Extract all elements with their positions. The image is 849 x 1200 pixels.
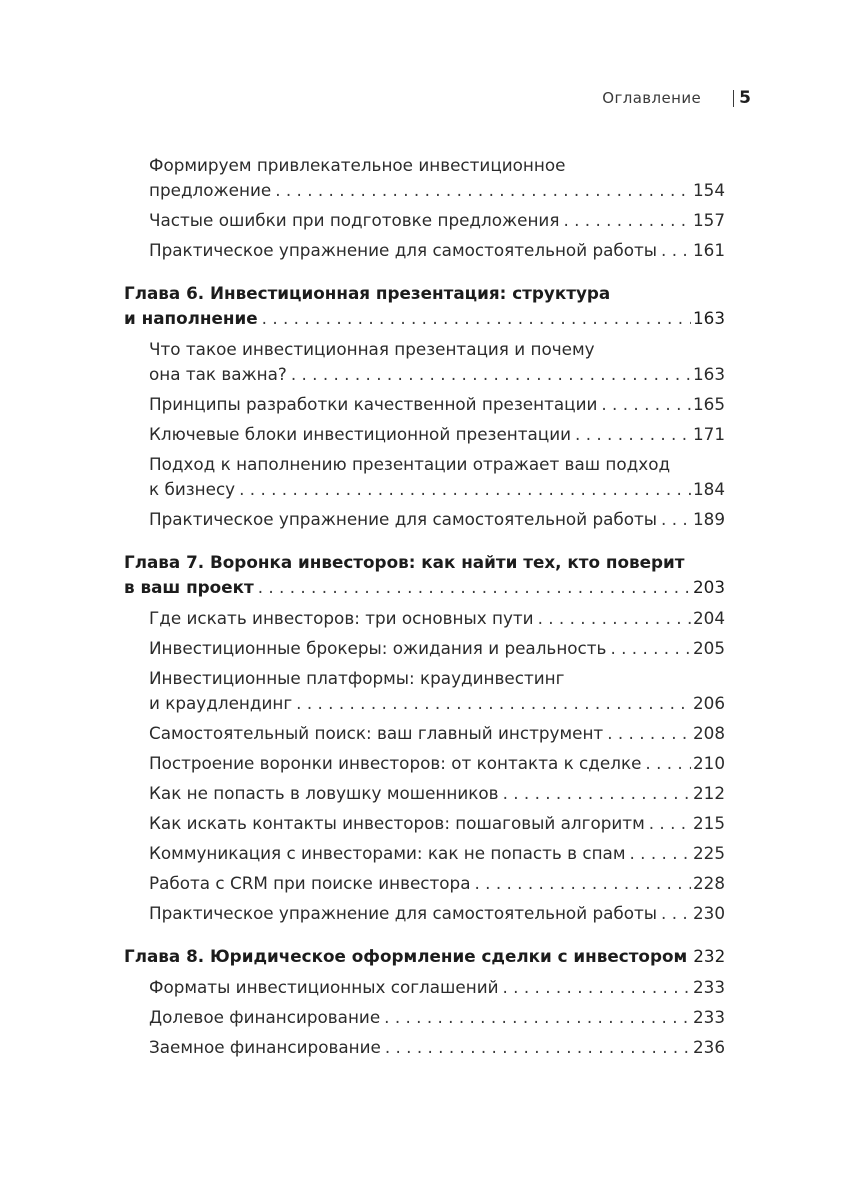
toc-entry-title-line: Форматы инвестиционных соглашений [149, 977, 499, 997]
toc-entry-title-line: в ваш проект [124, 577, 254, 597]
toc-page-number: 236 [692, 1037, 725, 1057]
toc-entry-row [124, 306, 725, 331]
toc-page-number: 228 [692, 873, 725, 893]
dot-leader [649, 811, 691, 836]
toc-entry-title-line: она так важна? [149, 364, 287, 384]
toc-section-entry [149, 871, 725, 896]
toc-entry-title-line: Глава 7. Воронка инвесторов: как найти тех, кто поверит [124, 552, 685, 572]
dot-leader [291, 362, 691, 387]
dot-leader [610, 636, 691, 661]
toc-entry-title-line: Подход к наполнению презентации отражает ваш подход [149, 454, 671, 474]
dot-leader [607, 721, 691, 746]
dot-leader [384, 1005, 691, 1030]
toc-page-number: 215 [692, 813, 725, 833]
toc-entry-title-line: Практическое упражнение для самостоятельной работы [149, 509, 658, 529]
toc-chapter-entry [124, 281, 725, 331]
toc-entry-row [149, 507, 725, 532]
toc-page-number: 203 [692, 577, 725, 597]
toc-entry-row [149, 392, 725, 417]
running-header-title: Оглавление [602, 89, 702, 107]
dot-leader [475, 871, 691, 896]
toc-page-number: 184 [692, 479, 725, 499]
toc-entry-row [149, 781, 725, 806]
toc-entry-title-line: Заемное финансирование [149, 1037, 381, 1057]
toc-page-number: 205 [692, 638, 725, 658]
dot-leader [262, 306, 691, 331]
toc-page-number: 230 [692, 903, 725, 923]
toc-page-number: 206 [692, 693, 725, 713]
dot-leader [538, 606, 691, 631]
toc-entry-title-line: Коммуникация с инвесторами: как не попасть в спам [149, 843, 626, 863]
dot-leader [661, 238, 691, 263]
toc-page-number: 208 [692, 723, 725, 743]
toc-entry-row [149, 422, 725, 447]
toc-entry-row [149, 362, 725, 387]
toc-section-entry [149, 337, 725, 387]
dot-leader [645, 751, 691, 776]
toc-entry-title-line: Самостоятельный поиск: ваш главный инструмент [149, 723, 604, 743]
toc-entry-title-line: и краудлендинг [149, 693, 293, 713]
toc-section-entry [149, 841, 725, 866]
toc-chapter-entry [124, 944, 725, 969]
toc-section-entry [149, 208, 725, 233]
toc-entry-title-line: Инвестиционные брокеры: ожидания и реальность [149, 638, 607, 658]
toc-entry-title-line: Инвестиционные платформы: краудинвестинг [149, 668, 565, 688]
toc-page-number: 189 [692, 509, 725, 529]
toc-page-number: 212 [692, 783, 725, 803]
dot-leader [258, 575, 691, 600]
dot-leader [575, 422, 691, 447]
toc-entry-title-line: Построение воронки инвесторов: от контакта к сделке [149, 753, 642, 773]
toc-entry-row [149, 238, 725, 263]
toc-entry-row [149, 841, 725, 866]
toc-page-number: 233 [692, 1007, 725, 1027]
dot-leader [661, 901, 691, 926]
toc-page-number: 204 [692, 608, 725, 628]
dot-leader [661, 507, 691, 532]
toc-entry-title-line: Глава 8. Юридическое оформление сделки с инвестором [124, 946, 688, 966]
toc-entry-row [149, 691, 725, 716]
toc-entry-title-line: предложение [149, 180, 272, 200]
toc-section-entry [149, 606, 725, 631]
toc-section-entry [149, 811, 725, 836]
toc-entry-title-line: Долевое финансирование [149, 1007, 381, 1027]
dot-leader [503, 781, 691, 806]
header-divider [733, 90, 734, 107]
toc-entry-row [149, 721, 725, 746]
toc-section-entry [149, 781, 725, 806]
toc-entry-row [149, 1035, 725, 1060]
toc-section-entry [149, 392, 725, 417]
toc-entry-row [149, 208, 725, 233]
toc-section-entry [149, 751, 725, 776]
toc-section-entry [149, 507, 725, 532]
toc-entry-title-line: и наполнение [124, 308, 258, 328]
toc-page-number: 165 [692, 394, 725, 414]
toc-entry-row [149, 751, 725, 776]
toc-entry-title-line: Что такое инвестиционная презентация и почему [149, 339, 595, 359]
table-of-contents [124, 148, 725, 1060]
toc-page-number: 210 [692, 753, 725, 773]
dot-leader [296, 691, 691, 716]
dot-leader [385, 1035, 691, 1060]
toc-section-entry [149, 1005, 725, 1030]
dot-leader [630, 841, 691, 866]
toc-page-number: 157 [692, 210, 725, 230]
toc-section-entry [149, 666, 725, 716]
dot-leader [239, 477, 691, 502]
toc-section-entry [149, 901, 725, 926]
toc-entry-title-line: Где искать инвесторов: три основных пути [149, 608, 534, 628]
toc-entry-row [149, 606, 725, 631]
toc-section-entry [149, 1035, 725, 1060]
dot-leader [563, 208, 691, 233]
toc-chapter-entry [124, 550, 725, 600]
toc-section-entry [149, 636, 725, 661]
toc-entry-title-line: Глава 6. Инвестиционная презентация: структура [124, 283, 611, 303]
toc-page-number: 171 [692, 424, 725, 444]
toc-entry-title-line: Формируем привлекательное инвестиционное [149, 155, 566, 175]
toc-section-entry [149, 452, 725, 502]
toc-entry-row [149, 636, 725, 661]
toc-page-number: 225 [692, 843, 725, 863]
toc-section-entry [149, 153, 725, 203]
toc-entry-title-line: Практическое упражнение для самостоятельной работы [149, 240, 658, 260]
dot-leader [601, 392, 691, 417]
toc-section-entry [149, 238, 725, 263]
dot-leader [503, 975, 691, 1000]
toc-entry-row [149, 975, 725, 1000]
toc-section-entry [149, 422, 725, 447]
toc-page-number: 154 [692, 180, 725, 200]
toc-entry-row [149, 871, 725, 896]
toc-entry-row [149, 477, 725, 502]
toc-entry-title-line: Практическое упражнение для самостоятельной работы [149, 903, 658, 923]
toc-page-number: 233 [692, 977, 725, 997]
toc-entry-row [124, 944, 725, 969]
toc-page-number: 232 [693, 946, 726, 966]
toc-entry-title-line: Работа с CRM при поиске инвестора [149, 873, 471, 893]
toc-entry-row [124, 575, 725, 600]
toc-entry-row [149, 1005, 725, 1030]
toc-entry-title-line: Как искать контакты инвесторов: пошаговый алгоритм [149, 813, 645, 833]
toc-section-entry [149, 721, 725, 746]
toc-entry-title-line: Ключевые блоки инвестиционной презентации [149, 424, 572, 444]
toc-page-number: 161 [692, 240, 725, 260]
toc-section-entry [149, 975, 725, 1000]
toc-entry-title-line: Принципы разработки качественной презентации [149, 394, 598, 414]
toc-page-number: 163 [692, 308, 725, 328]
page-number: 5 [739, 88, 751, 108]
running-header [602, 86, 751, 110]
toc-entry-title-line: Частые ошибки при подготовке предложения [149, 210, 560, 230]
toc-page-number: 163 [692, 364, 725, 384]
toc-entry-row [149, 901, 725, 926]
toc-entry-title-line: Как не попасть в ловушку мошенников [149, 783, 499, 803]
dot-leader [275, 178, 691, 203]
toc-entry-row [149, 178, 725, 203]
toc-entry-title-line: к бизнесу [149, 479, 236, 499]
toc-entry-row [149, 811, 725, 836]
